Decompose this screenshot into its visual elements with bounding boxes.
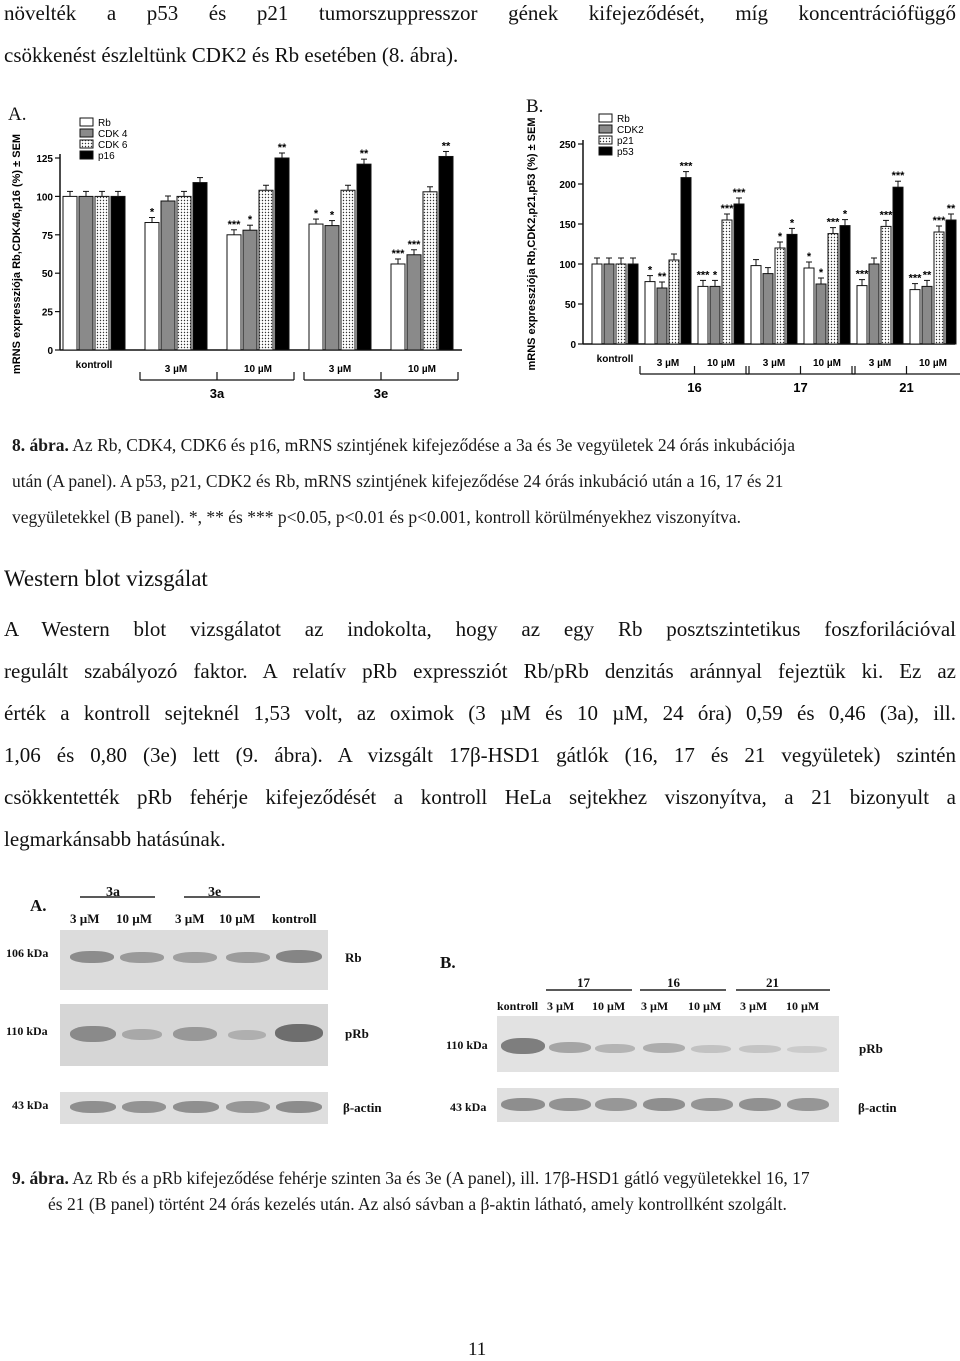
- b-significance-label: *: [842, 208, 848, 221]
- intro-line-2: csökkenést észleltünk CDK2 és Rb esetében (8. ábra).: [4, 43, 459, 67]
- b-significance-label: **: [657, 271, 667, 283]
- fig9-b-lane-7: 10 µM: [786, 999, 820, 1013]
- fig9-a-marker-110: 110 kDa: [6, 1024, 48, 1038]
- fig8-caption-label: 8. ábra.: [12, 435, 69, 455]
- b-bar: [775, 248, 785, 344]
- b-significance-label: ***: [732, 187, 746, 199]
- b-bar: [934, 232, 944, 344]
- a-bar: [259, 190, 273, 350]
- a-significance-label: **: [441, 140, 451, 153]
- b-bar: [893, 187, 903, 344]
- a-significance-label: *: [313, 208, 319, 221]
- a-bar: [95, 196, 109, 350]
- b-significance-label: ***: [720, 203, 734, 215]
- fig9-b-marker-43: 43 kDa: [450, 1100, 487, 1114]
- b-significance-label: *: [789, 217, 795, 230]
- a-bar: [275, 158, 289, 350]
- a-significance-label: **: [277, 142, 287, 154]
- b-bar: [910, 290, 920, 344]
- a-group-label: 10 µM: [244, 364, 272, 375]
- fig9-b-lane-6: 3 µM: [740, 999, 768, 1013]
- b-y-tick-label: 0: [570, 340, 576, 351]
- a-group-label: 10 µM: [408, 364, 436, 375]
- b-bar: [592, 264, 602, 344]
- a-group-label: 3 µM: [328, 364, 352, 375]
- b-group-label: 10 µM: [813, 358, 841, 369]
- fig9-a-label-rb: Rb: [345, 950, 362, 965]
- b-significance-label: ***: [932, 215, 946, 227]
- b-bar: [657, 288, 667, 344]
- b-compound-label: 17: [793, 380, 808, 395]
- fig8-caption-line-1: 8. ábra. Az Rb, CDK4, CDK6 és p16, mRNS szintjének kifejeződése a 3a és 3e vegyületek 24 órás inkubációja: [12, 435, 795, 455]
- a-y-tick-label: 100: [36, 192, 53, 204]
- b-group-label: 10 µM: [919, 358, 947, 369]
- fig9-caption-line-2: és 21 (B panel) történt 24 órás kezelés után. Az alsó sávban a β-aktin látható, amely kontrollként szolgált.: [48, 1194, 787, 1214]
- a-compound-label: 3e: [373, 386, 389, 401]
- b-legend-swatch: [599, 147, 612, 155]
- section-heading: Western blot vizsgálat: [4, 566, 208, 591]
- fig9-a-prb-blot: [60, 1004, 328, 1066]
- b-bar: [763, 274, 773, 344]
- b-bar: [645, 282, 655, 344]
- b-significance-label: ***: [891, 170, 905, 183]
- fig9-a-lane-3: 3 µM: [175, 911, 205, 926]
- b-legend-swatch: [599, 125, 612, 133]
- b-y-tick-label: 100: [559, 260, 576, 271]
- fig9-b-lane-3: 10 µM: [592, 999, 626, 1013]
- a-bar: [111, 196, 125, 350]
- fig9-b-compound-21: 21: [766, 975, 779, 990]
- a-bar: [357, 164, 371, 350]
- a-y-tick-label: 50: [41, 269, 53, 281]
- b-significance-label: ***: [679, 160, 693, 173]
- fig9-a-actin-blot: [60, 1092, 328, 1124]
- b-bar: [698, 286, 708, 344]
- fig8-panel-a-label: A.: [8, 104, 27, 125]
- a-significance-label: *: [149, 206, 155, 219]
- b-y-tick-label: 150: [559, 220, 576, 231]
- b-bar: [734, 204, 744, 344]
- a-bar: [79, 196, 93, 350]
- a-legend-label: CDK 6: [98, 140, 128, 151]
- b-bar: [722, 220, 732, 344]
- b-significance-label: **: [922, 269, 932, 282]
- b-group-label: 3 µM: [656, 358, 680, 369]
- b-significance-label: *: [818, 267, 824, 279]
- b-y-tick-label: 50: [564, 300, 576, 311]
- b-bar: [857, 286, 867, 344]
- b-bar: [628, 264, 638, 344]
- a-bar: [341, 190, 355, 350]
- fig9-a-lane-1: 3 µM: [70, 911, 100, 926]
- section-line-3: érték a kontroll sejteknél 1,53 volt, az oximok (3 µM és 10 µM, 24 óra) 0,59 és 0,46 (3a), ill.: [4, 701, 956, 725]
- a-significance-label: ***: [407, 238, 421, 251]
- a-bar: [407, 255, 421, 350]
- a-y-tick-label: 25: [41, 307, 53, 319]
- b-bar: [840, 226, 850, 344]
- a-significance-label: *: [329, 209, 335, 222]
- b-compound-label: 16: [687, 380, 702, 395]
- b-bar: [869, 264, 879, 344]
- fig9-a-label-actin: β-actin: [343, 1100, 382, 1115]
- b-significance-label: ***: [826, 216, 840, 229]
- b-significance-label: *: [777, 231, 783, 243]
- b-bar: [946, 220, 956, 344]
- fig9-b-marker-110: 110 kDa: [446, 1038, 488, 1052]
- intro-line-1: növelték a p53 és p21 tumorszuppresszor gének kifejeződését, míg koncentrációfüggő: [4, 1, 956, 25]
- fig9-panel-b-label: B.: [440, 953, 456, 972]
- fig8-panel-b-label: B.: [526, 96, 544, 117]
- a-bar: [161, 201, 175, 350]
- fig8-caption-line-3: vegyületekkel (B panel). *, ** és *** p<0.05, p<0.01 és p<0.001, kontroll körülményekhez viszonyítva.: [12, 507, 741, 527]
- b-bar: [669, 260, 679, 344]
- section-line-2: regulált szabályozó faktor. A relatív pRb expressziót Rb/pRb denzitás aránnyal fejeztük ki. Ez az: [4, 659, 956, 683]
- fig9-caption-label: 9. ábra.: [12, 1168, 69, 1188]
- section-line-5: csökkentették pRb fehérje kifejeződését a kontroll HeLa sejtekhez viszonyítva, a 21 bizonyult a: [4, 785, 956, 809]
- b-bar: [816, 284, 826, 344]
- a-bar: [439, 156, 453, 350]
- b-legend-label: Rb: [617, 114, 630, 125]
- a-bar: [193, 183, 207, 350]
- fig9-b-actin-blot: [497, 1088, 839, 1122]
- fig9-panel-a-label: A.: [30, 896, 47, 915]
- fig9-b-lane-4: 3 µM: [641, 999, 669, 1013]
- b-bar: [710, 286, 720, 344]
- a-legend-swatch: [80, 129, 93, 137]
- section-line-6: legmarkánsabb hatásúnak.: [4, 827, 226, 851]
- b-significance-label: ***: [908, 272, 922, 285]
- fig9-a-compound-3a: 3a: [106, 885, 120, 900]
- a-y-tick-label: 125: [36, 154, 53, 165]
- a-legend-swatch: [80, 151, 93, 159]
- section-line-4: 1,06 és 0,80 (3e) lett (9. ábra). A vizsgált 17β-HSD1 gátlók (16, 17 és 21 vegyületek) szintén: [4, 743, 956, 767]
- a-bar: [243, 230, 257, 350]
- fig9-a-rb-blot: [60, 930, 328, 990]
- fig9-a-lane-5: kontroll: [272, 911, 317, 926]
- b-legend-swatch: [599, 114, 612, 122]
- a-y-axis-label: mRNS expressziója Rb,CDK4/6,p16 (%) ± SEM: [11, 133, 23, 375]
- b-significance-label: *: [806, 251, 812, 263]
- a-legend-label: Rb: [98, 118, 111, 129]
- fig9-a-label-prb: pRb: [345, 1026, 369, 1041]
- fig9-b-compound-17: 17: [577, 975, 590, 990]
- b-bar: [804, 268, 814, 344]
- b-bar: [681, 178, 691, 344]
- fig8-caption-line-2: után (A panel). A p53, p21, CDK2 és Rb, mRNS szintjének kifejeződése 24 órás inkubáció után a 16, 17 és 21: [12, 471, 784, 491]
- a-bar: [145, 223, 159, 350]
- b-bar: [604, 264, 614, 344]
- fig9-a-lane-4: 10 µM: [219, 911, 256, 926]
- b-group-label: 3 µM: [762, 358, 786, 369]
- a-bar: [423, 192, 437, 350]
- b-bar: [787, 234, 797, 344]
- a-bar: [309, 224, 323, 350]
- a-bar: [325, 226, 339, 350]
- b-group-label: 3 µM: [868, 358, 892, 369]
- b-bar: [751, 266, 761, 344]
- fig9-b-prb-blot: [497, 1016, 839, 1072]
- a-significance-label: ***: [391, 247, 405, 260]
- b-legend-label: p53: [617, 147, 634, 158]
- a-bar: [177, 196, 191, 350]
- b-significance-label: ***: [855, 268, 869, 281]
- fig9-b-label-actin: β-actin: [858, 1100, 897, 1115]
- a-group-label: kontroll: [75, 360, 113, 371]
- a-bar: [391, 264, 405, 350]
- b-significance-label: **: [946, 203, 956, 215]
- b-bar: [881, 226, 891, 344]
- b-bar: [922, 286, 932, 344]
- a-group-label: 3 µM: [164, 364, 188, 375]
- b-group-label: 10 µM: [707, 358, 735, 369]
- b-y-tick-label: 200: [559, 180, 576, 191]
- a-y-tick-label: 0: [47, 346, 53, 357]
- a-significance-label: **: [359, 148, 369, 161]
- fig9-a-compound-3e: 3e: [208, 885, 222, 900]
- a-legend-swatch: [80, 118, 93, 126]
- b-legend-label: CDK2: [617, 125, 644, 136]
- fig9-b-lane-2: 3 µM: [547, 999, 575, 1013]
- a-compound-label: 3a: [209, 386, 225, 401]
- fig9-b-compound-16: 16: [667, 975, 680, 990]
- a-legend-swatch: [80, 140, 93, 148]
- fig8-chart-b: [515, 92, 960, 402]
- fig9-b-label-prb: pRb: [859, 1041, 883, 1056]
- a-y-tick-label: 75: [41, 230, 53, 242]
- fig9-a-compound-brackets: [60, 878, 340, 900]
- b-compound-label: 21: [899, 380, 914, 395]
- fig9-caption-line-1: 9. ábra. Az Rb és a pRb kifejeződése fehérje szinten 3a és 3e (A panel), ill. 17β-HSD1 gátló vegyületekkel 16, 17: [12, 1168, 810, 1188]
- b-significance-label: ***: [696, 269, 710, 282]
- b-y-axis-label: mRNS expressziója Rb,CDK2,p21,p53 (%) ± SEM: [526, 117, 538, 371]
- fig9-a-lane-2: 10 µM: [116, 911, 153, 926]
- fig9-b-lane-1: kontroll: [497, 999, 539, 1013]
- a-significance-label: ***: [227, 218, 241, 231]
- b-y-tick-label: 250: [559, 140, 576, 151]
- b-bar: [616, 264, 626, 344]
- b-significance-label: ***: [879, 209, 893, 222]
- section-line-1: A Western blot vizsgálatot az indokolta, hogy az egy Rb posztszintetikus foszforilációval: [4, 617, 956, 641]
- b-significance-label: *: [647, 264, 653, 277]
- fig9-a-marker-106: 106 kDa: [6, 946, 49, 960]
- a-bar: [227, 235, 241, 350]
- b-significance-label: *: [712, 269, 718, 282]
- b-legend-label: p21: [617, 136, 634, 147]
- a-legend-label: CDK 4: [98, 129, 128, 140]
- b-group-label: kontroll: [596, 354, 634, 365]
- b-bar: [828, 234, 838, 344]
- a-legend-label: p16: [98, 151, 115, 162]
- page-number: 11: [468, 1339, 487, 1360]
- a-significance-label: *: [247, 214, 253, 227]
- fig9-b-lane-5: 10 µM: [688, 999, 722, 1013]
- fig8-chart-a: [0, 100, 470, 410]
- a-bar: [63, 196, 77, 350]
- fig9-a-marker-43: 43 kDa: [12, 1098, 49, 1112]
- b-legend-swatch: [599, 136, 612, 144]
